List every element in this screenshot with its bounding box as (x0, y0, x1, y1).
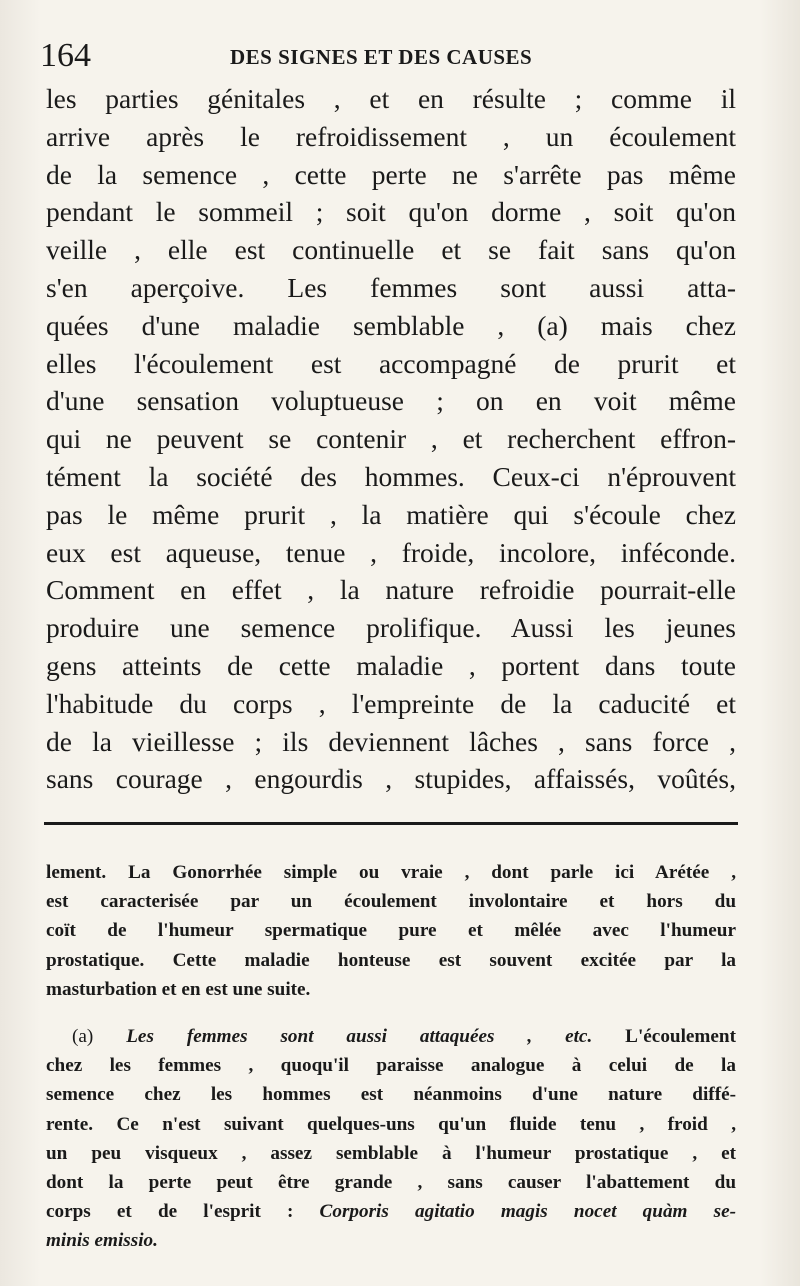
main-text (46, 80, 736, 798)
text-line: de la vieillesse ; ils deviennent lâches , sans force , (46, 725, 736, 757)
footnote-line: lement. La Gonorrhée simple ou vraie , dont parle ici Arétée , (46, 862, 736, 883)
text-line: qui ne peuvent se contenir , et recherchent effron- (46, 423, 736, 455)
footnote-line: prostatique. Cette maladie honteuse est souvent excitée par la (46, 949, 736, 971)
footnote-a (46, 1022, 736, 1256)
page-number: 164 (40, 37, 91, 74)
text-line: produire une semence prolifique. Aussi les jeunes (46, 612, 736, 644)
running-head: DES SIGNES ET DES CAUSES (230, 45, 533, 69)
footnote-marker: (a) (72, 1026, 94, 1048)
footnote-text: corps et de l'esprit : (46, 1201, 294, 1223)
text-line: eux est aqueuse, tenue , froide, incolore, inféconde. (46, 536, 736, 568)
footnote-line: un peu visqueux , assez semblable à l'humeur prostatique , et (46, 1142, 736, 1164)
text-line: d'une sensation voluptueuse ; on en voit même (46, 385, 736, 417)
footnote-divider (44, 822, 738, 825)
text-line: tément la société des hommes. Ceux-ci n'éprouvent (46, 460, 736, 492)
footnote-line: chez les femmes , quoqu'il paraisse analogue à celui de la (46, 1055, 736, 1077)
text-line: sans courage , engourdis , stupides, affaissés, voûtés, (46, 763, 736, 795)
text-line: l'habitude du corps , l'empreinte de la caducité et (46, 687, 736, 719)
footnote-line: dont la perte peut être grande , sans causer l'abattement du (46, 1172, 736, 1194)
text-line: gens atteints de cette maladie , portent dans toute (46, 649, 736, 681)
text-line: Comment en effet , la nature refroidie pourrait-elle (46, 574, 736, 606)
text-line: s'en aperçoive. Les femmes sont aussi atta- (46, 271, 736, 303)
latin-quote: Corporis agitatio magis nocet quàm se- (319, 1201, 736, 1223)
footnotes (46, 858, 736, 1256)
latin-quote: minis emissio. (46, 1230, 158, 1252)
text-line: veille , elle est continuelle et se fait sans qu'on (46, 234, 736, 266)
footnote-line (46, 1197, 736, 1226)
footnote-line: coït de l'humeur spermatique pure et mêlée avec l'humeur (46, 920, 736, 942)
text-line: elles l'écoulement est accompagné de prurit et (46, 347, 736, 379)
text-line: de la semence , cette perte ne s'arrête pas même (46, 158, 736, 190)
footnote-lemma: Les femmes sont aussi attaquées , etc. (126, 1026, 593, 1048)
page-header (40, 36, 740, 76)
footnote-text: L'écoulement (625, 1026, 736, 1048)
footnote-continuation (46, 858, 736, 1004)
text-line: arrive après le refroidissement , un écoulement (46, 120, 736, 152)
footnote-line: est caracterisée par un écoulement involontaire et hors du (46, 891, 736, 913)
text-line: pendant le sommeil ; soit qu'on dorme , soit qu'on (46, 196, 736, 228)
text-line: les parties génitales , et en résulte ; comme il (46, 83, 736, 114)
footnote-line: masturbation et en est une suite. (46, 978, 311, 1000)
footnote-line: semence chez les hommes est néanmoins d'une nature diffé- (46, 1084, 736, 1106)
footnote-first-line (46, 1022, 736, 1051)
text-line: quées d'une maladie semblable , (a) mais chez (46, 309, 736, 341)
footnote-line: rente. Ce n'est suivant quelques-uns qu'un fluide tenu , froid , (46, 1113, 736, 1135)
text-line: pas le même prurit , la matière qui s'écoule chez (46, 498, 736, 530)
